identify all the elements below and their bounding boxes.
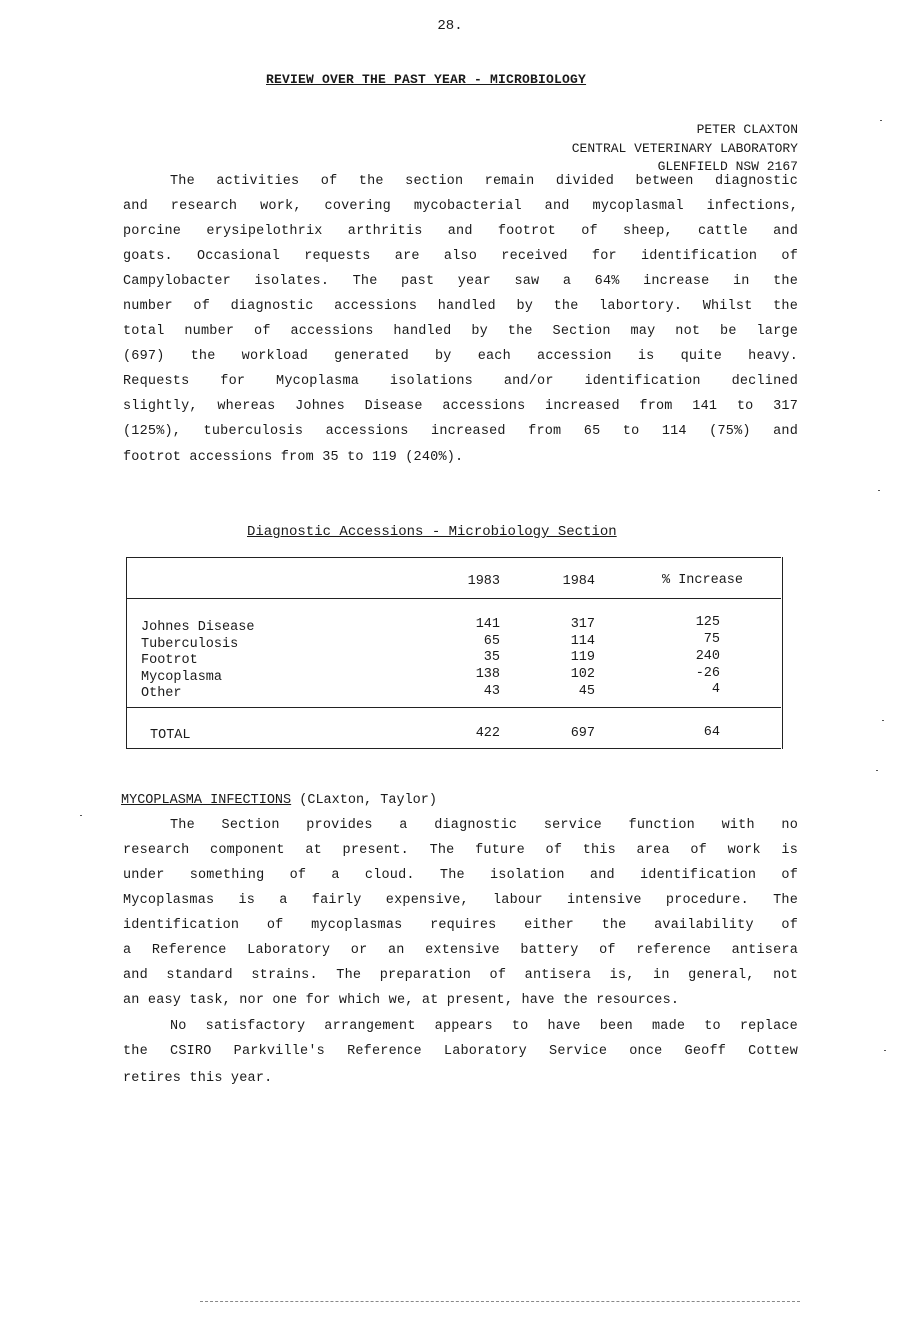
table-row-label: Mycoplasma: [141, 670, 223, 685]
table-cell-1984: 119: [570, 650, 595, 665]
section-authors: (CLaxton, Taylor): [299, 793, 437, 808]
section-title: MYCOPLASMA INFECTIONS: [121, 793, 292, 808]
table-cell-1983: 141: [475, 617, 500, 632]
table-header-increase: % Increase: [662, 573, 744, 588]
report-title: REVIEW OVER THE PAST YEAR - MICROBIOLOGY: [266, 72, 587, 87]
page-number: 28.: [437, 18, 463, 34]
intro-line: Campylobacter isolates. The past year saw a 64% increase in the: [123, 274, 798, 289]
intro-line: Requests for Mycoplasma isolations and/or identification declined: [123, 374, 798, 389]
scan-speck: [882, 720, 884, 721]
table-row-label: Footrot: [141, 653, 198, 668]
table-cell-1984: 102: [570, 667, 595, 682]
section-line: The Section provides a diagnostic service function with no: [170, 818, 798, 833]
author-location: GLENFIELD NSW 2167: [657, 159, 798, 174]
section-line: under something of a cloud. The isolation and identification of: [123, 868, 798, 883]
table-total-1984: 697: [570, 726, 595, 741]
table-header-1984: 1984: [562, 574, 595, 589]
intro-line: and research work, covering mycobacterial and mycoplasmal infections,: [123, 199, 798, 214]
table-cell-1983: 65: [483, 634, 500, 649]
section-line: retires this year.: [123, 1071, 273, 1086]
author-name: PETER CLAXTON: [696, 122, 798, 137]
table-caption: Diagnostic Accessions - Microbiology Section: [247, 524, 617, 540]
table-cell-1983: 138: [475, 667, 500, 682]
table-rule-bottom: [126, 748, 781, 749]
table-cell-1984: 317: [570, 617, 595, 632]
author-organization: CENTRAL VETERINARY LABORATORY: [571, 141, 798, 156]
table-cell-increase: 75: [703, 632, 720, 647]
intro-line: total number of accessions handled by the Section may not be large: [123, 324, 798, 339]
intro-line: slightly, whereas Johnes Disease accessions increased from 141 to 317: [123, 399, 798, 414]
intro-line: number of diagnostic accessions handled by the labortory. Whilst the: [123, 299, 798, 314]
table-cell-1984: 45: [578, 684, 595, 699]
section-line: an easy task, nor one for which we, at present, have the resources.: [123, 993, 680, 1008]
section-line: Mycoplasmas is a fairly expensive, labour intensive procedure. The: [123, 893, 798, 908]
intro-line: footrot accessions from 35 to 119 (240%).: [123, 450, 464, 465]
table-total-1983: 422: [475, 726, 500, 741]
intro-line: (125%), tuberculosis accessions increased from 65 to 114 (75%) and: [123, 424, 798, 439]
table-cell-increase: 125: [695, 615, 720, 630]
table-row-label: Johnes Disease: [141, 620, 255, 635]
table-cell-1983: 43: [483, 684, 500, 699]
section-line: and standard strains. The preparation of antisera is, in general, not: [123, 968, 798, 983]
intro-line: The activities of the section remain divided between diagnostic: [170, 174, 798, 189]
table-rule-total: [126, 707, 781, 708]
section-line: identification of mycoplasmas requires either the availability of: [123, 918, 798, 933]
table-header-1983: 1983: [467, 574, 500, 589]
table-rule-top: [126, 557, 781, 558]
table-rule-header: [126, 598, 781, 599]
intro-line: goats. Occasional requests are also received for identification of: [123, 249, 798, 264]
section-line: research component at present. The future of this area of work is: [123, 843, 798, 858]
intro-line: (697) the workload generated by each accession is quite heavy.: [123, 349, 798, 364]
scan-speck: [880, 120, 882, 121]
scan-speck: [884, 1050, 886, 1051]
scan-edge-line: [200, 1301, 800, 1302]
table-row-label: Other: [141, 686, 182, 701]
table-cell-1984: 114: [570, 634, 595, 649]
intro-line: porcine erysipelothrix arthritis and footrot of sheep, cattle and: [123, 224, 798, 239]
table-total-increase: 64: [703, 725, 720, 740]
table-cell-increase: 240: [695, 649, 720, 664]
section-heading: [121, 793, 437, 808]
table-total-label: TOTAL: [150, 728, 191, 743]
scan-speck: [80, 815, 82, 816]
table-cell-increase: 4: [711, 682, 720, 697]
section-line: a Reference Laboratory or an extensive battery of reference antisera: [123, 943, 798, 958]
section-line: the CSIRO Parkville's Reference Laboratory Service once Geoff Cottew: [123, 1044, 798, 1059]
table-row-label: Tuberculosis: [141, 637, 239, 652]
scan-speck: [876, 770, 878, 771]
table-cell-increase: -26: [695, 666, 720, 681]
scan-speck: [878, 490, 880, 491]
section-line: No satisfactory arrangement appears to have been made to replace: [170, 1019, 798, 1034]
table-cell-1983: 35: [483, 650, 500, 665]
